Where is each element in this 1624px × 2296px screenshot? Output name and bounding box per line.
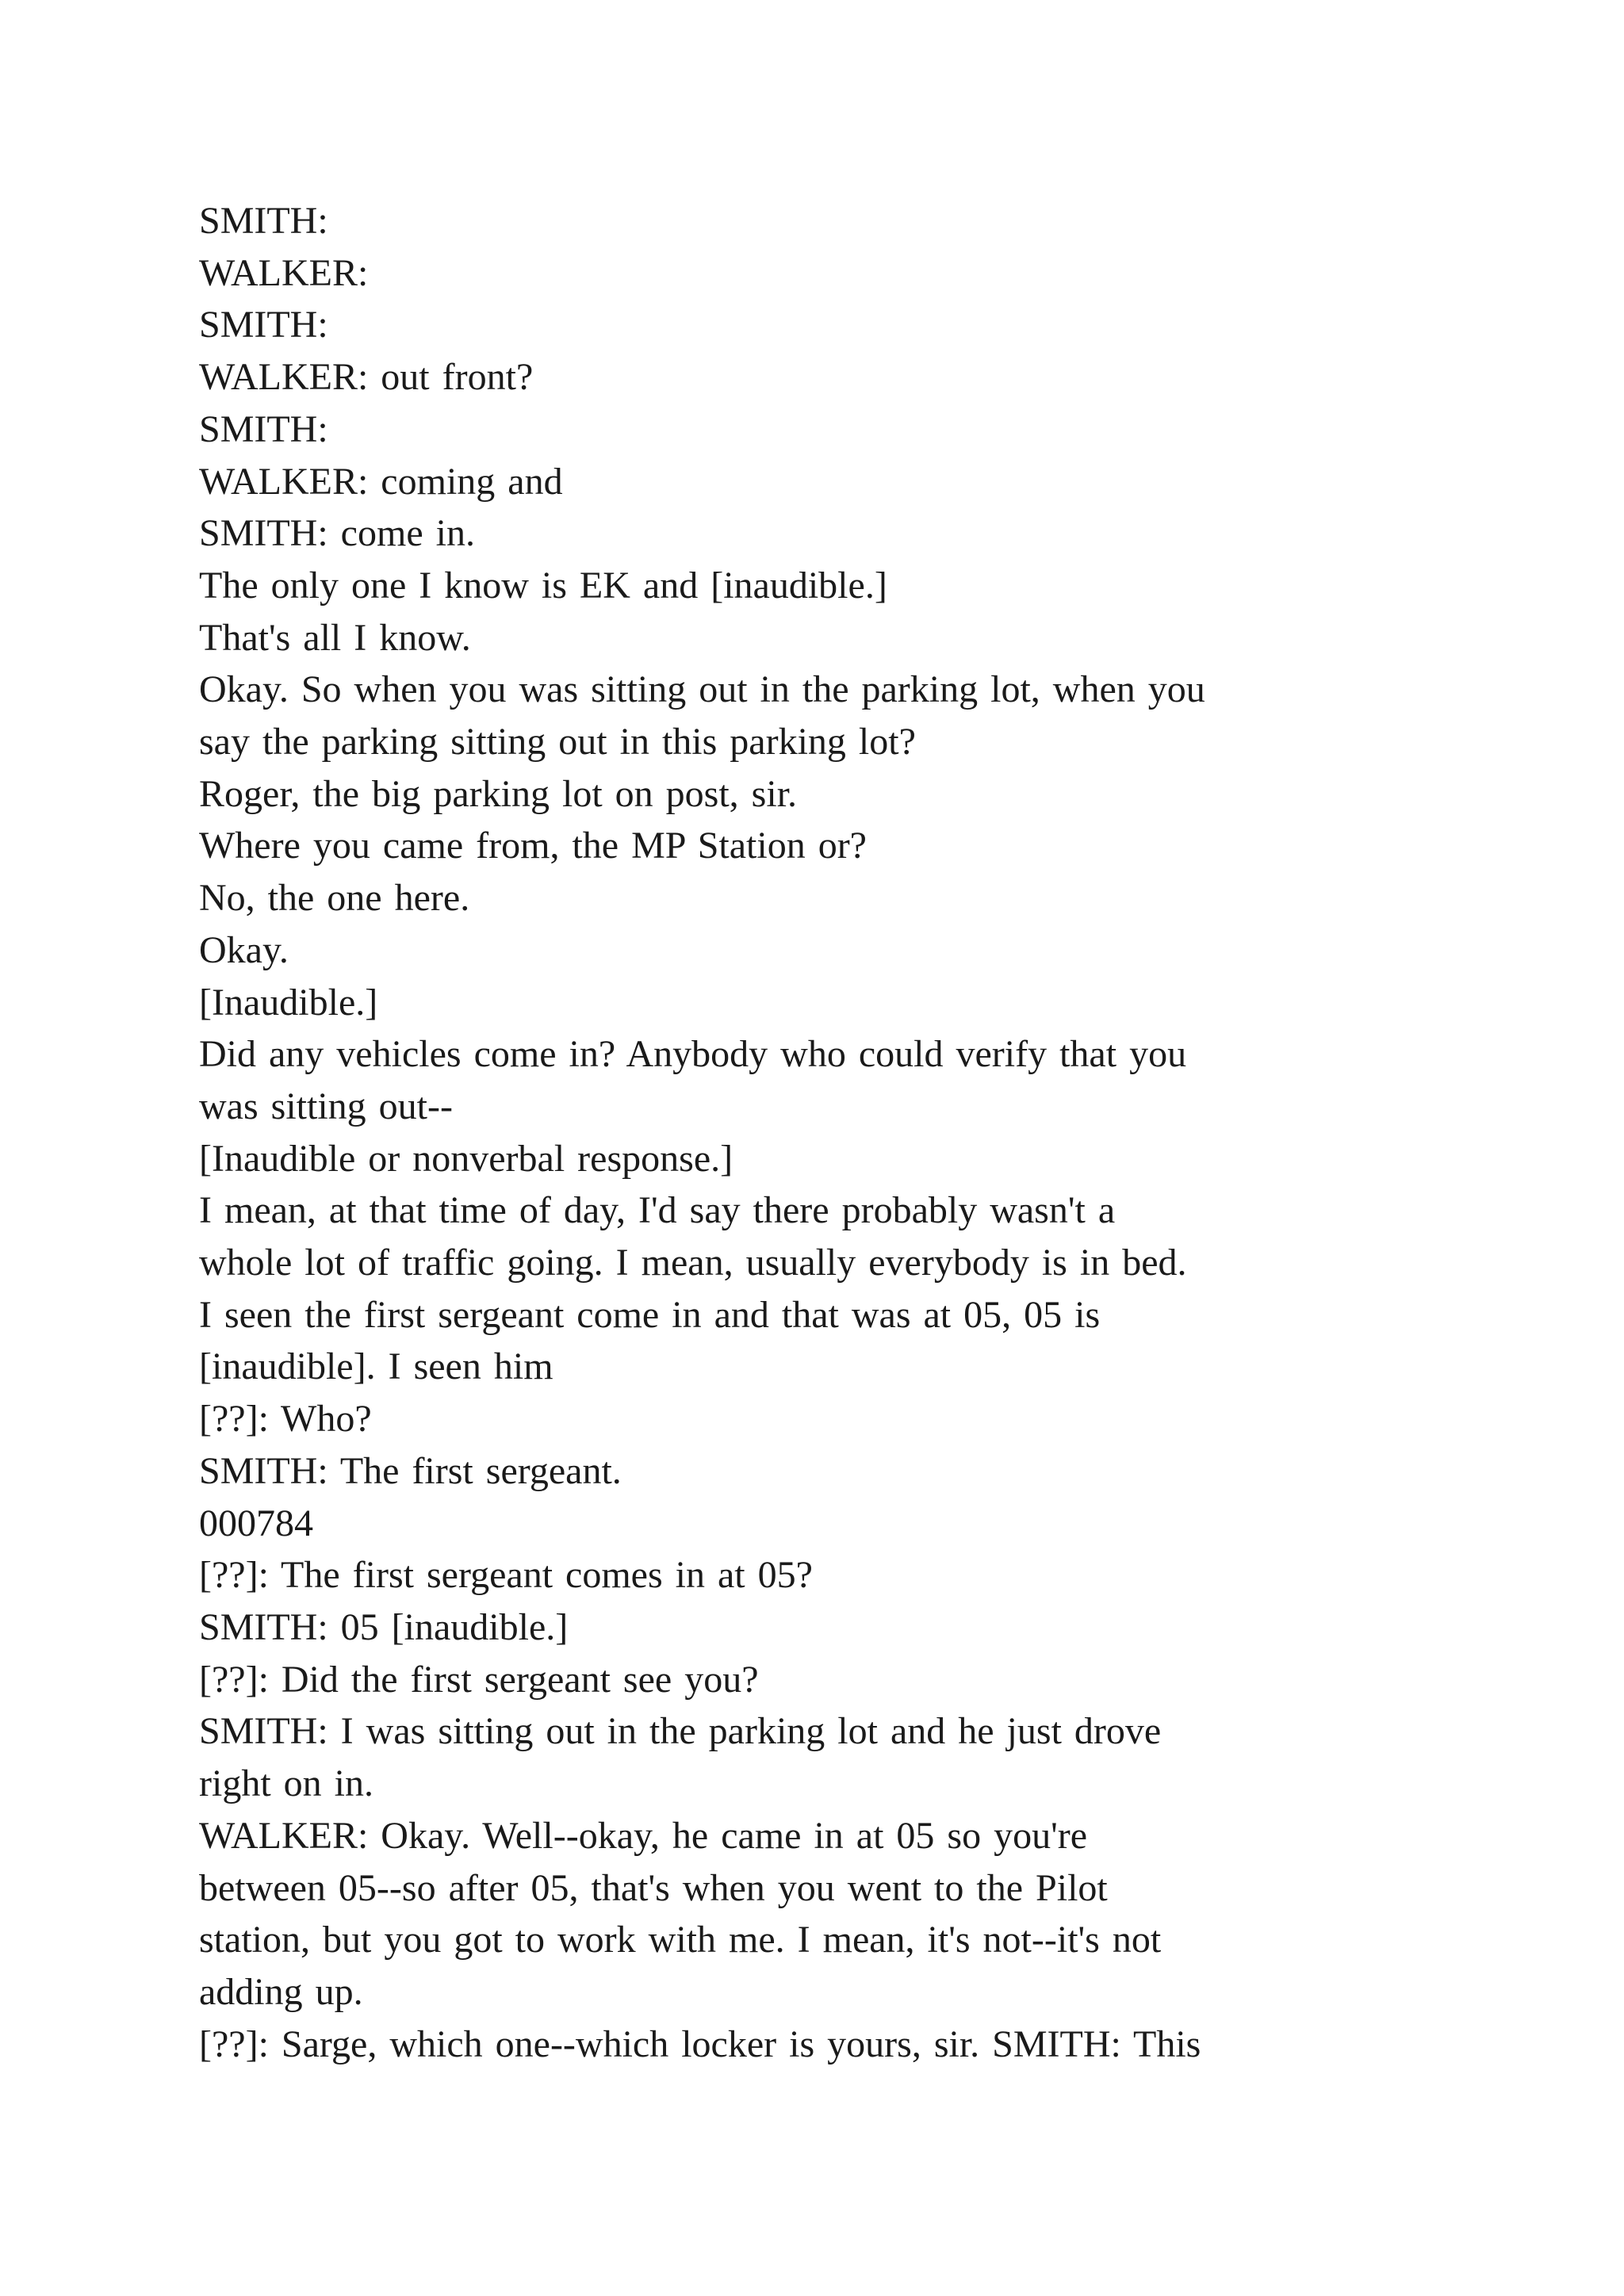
- transcript-line: Roger, the big parking lot on post, sir.: [199, 772, 798, 815]
- transcript-line: say the parking sitting out in this parking lot?: [199, 721, 916, 763]
- transcript-line: WALKER: Okay. Well--okay, he came in at 05 so you're: [199, 1814, 1088, 1857]
- transcript-line: That's all I know.: [199, 616, 471, 659]
- transcript-line: SMITH:: [199, 304, 328, 346]
- transcript-line: SMITH: The first sergeant.: [199, 1449, 622, 1492]
- transcript-line: [??]: Did the first sergeant see you?: [199, 1658, 759, 1701]
- transcript-line: SMITH:: [199, 408, 328, 450]
- transcript-line: WALKER:: [199, 251, 369, 294]
- transcript-line: right on in.: [199, 1762, 373, 1805]
- transcript-line: I seen the first sergeant come in and that was at 05, 05 is: [199, 1293, 1101, 1336]
- transcript-line: was sitting out--: [199, 1085, 453, 1127]
- transcript-line: adding up.: [199, 1970, 363, 2013]
- transcript-line: [Inaudible.]: [199, 981, 378, 1024]
- transcript-line: The only one I know is EK and [inaudible.]: [199, 564, 887, 607]
- bates-number: 000784: [199, 1502, 313, 1544]
- transcript-line: [inaudible]. I seen him: [199, 1345, 553, 1388]
- transcript-line: Okay. So when you was sitting out in the parking lot, when you: [199, 668, 1205, 711]
- transcript-line: WALKER: coming and: [199, 460, 563, 503]
- transcript-line: SMITH: come in.: [199, 512, 475, 555]
- transcript-line: No, the one here.: [199, 877, 470, 920]
- transcript-line: SMITH: 05 [inaudible.]: [199, 1605, 569, 1648]
- transcript-line: station, but you got to work with me. I mean, it's not--it's not: [199, 1919, 1162, 1961]
- transcript-line: [??]: The first sergeant comes in at 05?: [199, 1554, 813, 1597]
- transcript-line: [??]: Sarge, which one--which locker is yours, sir. SMITH: This: [199, 2022, 1201, 2065]
- transcript-line: Did any vehicles come in? Anybody who could verify that you: [199, 1033, 1187, 1076]
- transcript-line: [Inaudible or nonverbal response.]: [199, 1137, 733, 1180]
- transcript-line: SMITH: I was sitting out in the parking lot and he just drove: [199, 1710, 1162, 1753]
- transcript-line: whole lot of traffic going. I mean, usually everybody is in bed.: [199, 1242, 1187, 1284]
- transcript-line: Where you came from, the MP Station or?: [199, 825, 867, 867]
- transcript-line: I mean, at that time of day, I'd say there probably wasn't a: [199, 1189, 1116, 1232]
- transcript-line: WALKER: out front?: [199, 356, 534, 399]
- transcript-text: [199, 195, 1436, 2070]
- transcript-line: between 05--so after 05, that's when you went to the Pilot: [199, 1866, 1108, 1909]
- transcript-line: Okay.: [199, 928, 289, 971]
- transcript-line: [??]: Who?: [199, 1398, 372, 1441]
- transcript-line: SMITH:: [199, 200, 328, 242]
